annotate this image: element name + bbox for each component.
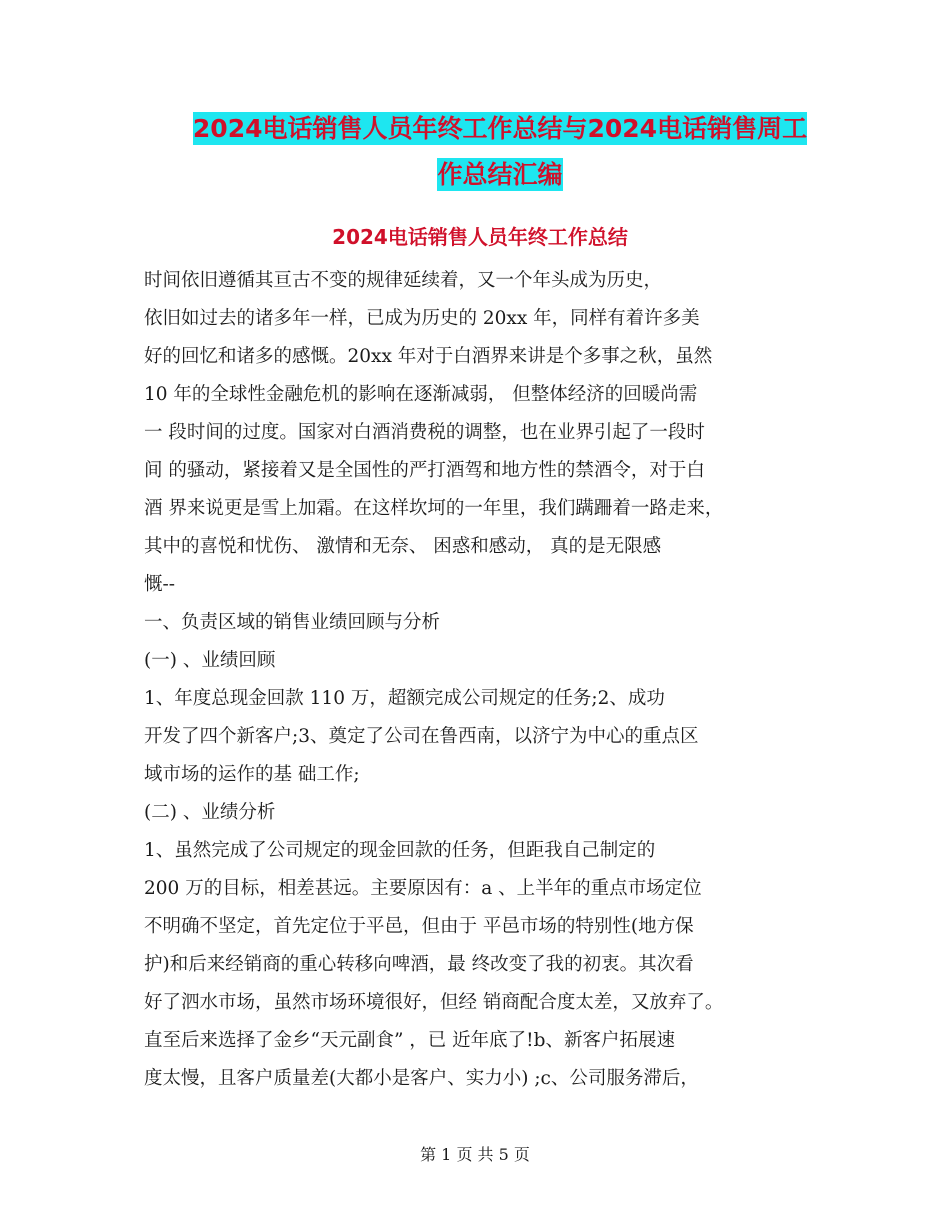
title-line-1-text: 2024电话销售人员年终工作总结与2024电话销售周工 xyxy=(192,114,808,143)
text-line: 域市场的运作的基 础工作; xyxy=(144,764,360,785)
title-line-2-text: 作总结汇编 xyxy=(437,160,563,189)
text-line: 一 段时间的过度。国家对白酒消费税的调整，也在业界引起了一段时 xyxy=(144,422,705,443)
title-line-2 xyxy=(140,152,860,198)
section-heading: 2024电话销售人员年终工作总结 xyxy=(332,225,628,249)
text-line: 1、虽然完成了公司规定的现金回款的任务，但距我自己制定的 xyxy=(144,840,656,861)
text-line: 一、负责区域的销售业绩回顾与分析 xyxy=(144,612,441,633)
text-line: (二) 、业绩分析 xyxy=(144,802,276,823)
page-footer: 第 1 页 共 5 页 xyxy=(420,1145,530,1164)
text-line: 护)和后来经销商的重心转移向啤酒，最 终改变了我的初衷。其次看 xyxy=(144,954,694,975)
title-line-1 xyxy=(140,106,860,152)
document-title xyxy=(140,106,860,198)
text-line: 好了泗水市场，虽然市场环境很好，但经 销商配合度太差，又放弃了。 xyxy=(144,992,724,1013)
text-line: 200 万的目标，相差甚远。主要原因有：a 、上半年的重点市场定位 xyxy=(144,878,702,899)
text-line: 直至后来选择了金乡“天元副食” ，已 近年底了!b、新客户拓展速 xyxy=(144,1030,675,1051)
text-line: 1、年度总现金回款 110 万，超额完成公司规定的任务;2、成功 xyxy=(144,688,665,709)
text-line: 开发了四个新客户;3、奠定了公司在鲁西南，以济宁为中心的重点区 xyxy=(144,726,699,747)
text-line: 好的回忆和诸多的感慨。20xx 年对于白酒界来讲是个多事之秋，虽然 xyxy=(144,346,713,367)
text-line: 时间依旧遵循其亘古不变的规律延续着，又一个年头成为历史， xyxy=(144,270,663,291)
body-text xyxy=(144,262,834,1098)
text-line: 不明确不坚定，首先定位于平邑，但由于 平邑市场的特别性(地方保 xyxy=(144,916,694,937)
text-line: (一) 、业绩回顾 xyxy=(144,650,276,671)
text-line: 间 的骚动，紧接着又是全国性的严打酒驾和地方性的禁酒令，对于白 xyxy=(144,460,705,481)
text-line: 慨-- xyxy=(144,574,176,595)
text-line: 依旧如过去的诸多年一样，已成为历史的 20xx 年，同样有着许多美 xyxy=(144,308,700,329)
text-line: 其中的喜悦和忧伤、 激情和无奈、 困惑和感动， 真的是无限感 xyxy=(144,536,662,557)
text-line: 10 年的全球性金融危机的影响在逐渐减弱， 但整体经济的回暖尚需 xyxy=(144,384,698,405)
text-line: 酒 界来说更是雪上加霜。在这样坎坷的一年里，我们蹒跚着一路走来， xyxy=(144,498,724,519)
text-line: 度太慢，且客户质量差(大都小是客户、实力小) ;c、公司服务滞后， xyxy=(144,1068,699,1089)
